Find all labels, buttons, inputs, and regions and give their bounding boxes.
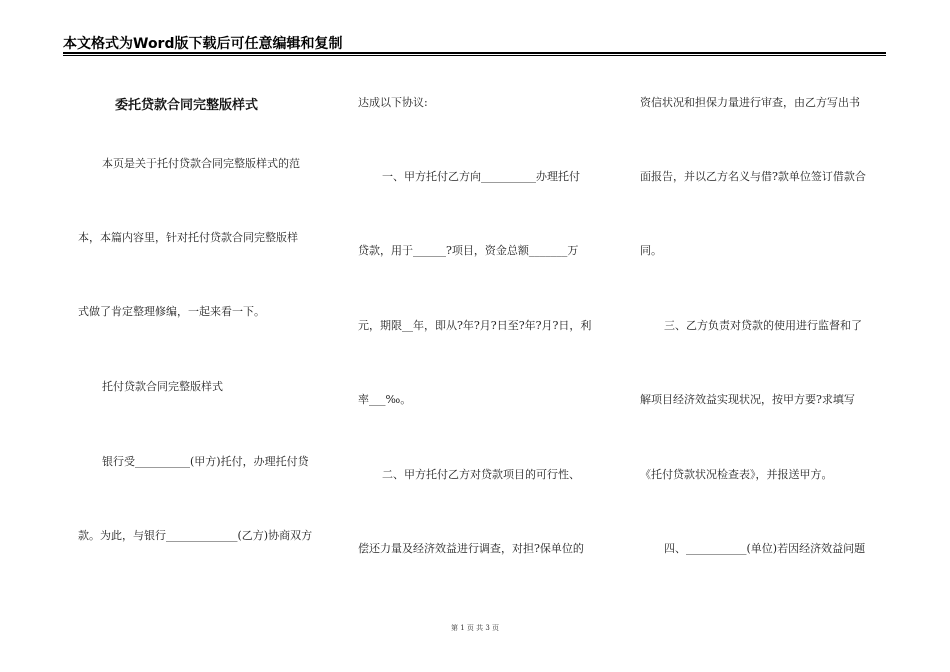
document-title: 委托贷款合同完整版样式 bbox=[115, 98, 259, 113]
col3-line-5: 解项目经济效益实现状况，按甲方要?求填写 bbox=[640, 393, 855, 406]
col1-line-2: 本，本篇内容里，针对托付贷款合同完整版样 bbox=[78, 231, 298, 244]
page-number: 第 1 页 共 3 页 bbox=[450, 624, 500, 632]
col1-line-6: 款。为此，与银行_____________(乙方)协商双方 bbox=[78, 529, 313, 542]
col3-line-7: 四、___________(单位)若因经济效益问题 bbox=[664, 542, 866, 555]
col2-line-1: 达成以下协议: bbox=[358, 96, 428, 109]
col1-line-5: 银行受__________(甲方)托付，办理托付贷 bbox=[102, 455, 309, 468]
header-rule-thin bbox=[63, 55, 886, 56]
col3-line-1: 资信状况和担保力量进行审查，由乙方写出书 bbox=[640, 96, 860, 109]
col3-line-6: 《托付贷款状况检查表》，并报送甲方。 bbox=[640, 468, 833, 481]
header-rule-thick bbox=[63, 52, 886, 54]
document-header: 本文格式为Word版下载后可任意编辑和复制 bbox=[63, 36, 343, 52]
col1-line-3: 式做了肯定整理修编，一起来看一下。 bbox=[78, 305, 265, 318]
col3-line-4: 三、乙方负责对贷款的使用进行监督和了 bbox=[664, 319, 862, 332]
col3-line-3: 同。 bbox=[640, 244, 662, 257]
col2-line-4: 元，期限__年，即从?年?月?日至?年?月?日，利 bbox=[358, 319, 592, 332]
col2-line-2: 一、甲方托付乙方向__________办理托付 bbox=[382, 170, 580, 183]
col1-line-4: 托付贷款合同完整版样式 bbox=[102, 380, 223, 393]
col2-line-5: 率___‰。 bbox=[358, 393, 412, 406]
col2-line-7: 偿还力量及经济效益进行调查，对担?保单位的 bbox=[358, 542, 584, 555]
col1-line-1: 本页是关于托付贷款合同完整版样式的范 bbox=[102, 157, 300, 170]
col2-line-6: 二、甲方托付乙方对贷款项目的可行性、 bbox=[382, 468, 580, 481]
col3-line-2: 面报告，并以乙方名义与借?款单位签订借款合 bbox=[640, 170, 866, 183]
col2-line-3: 贷款，用于______?项目，资金总额_______万 bbox=[358, 244, 579, 257]
